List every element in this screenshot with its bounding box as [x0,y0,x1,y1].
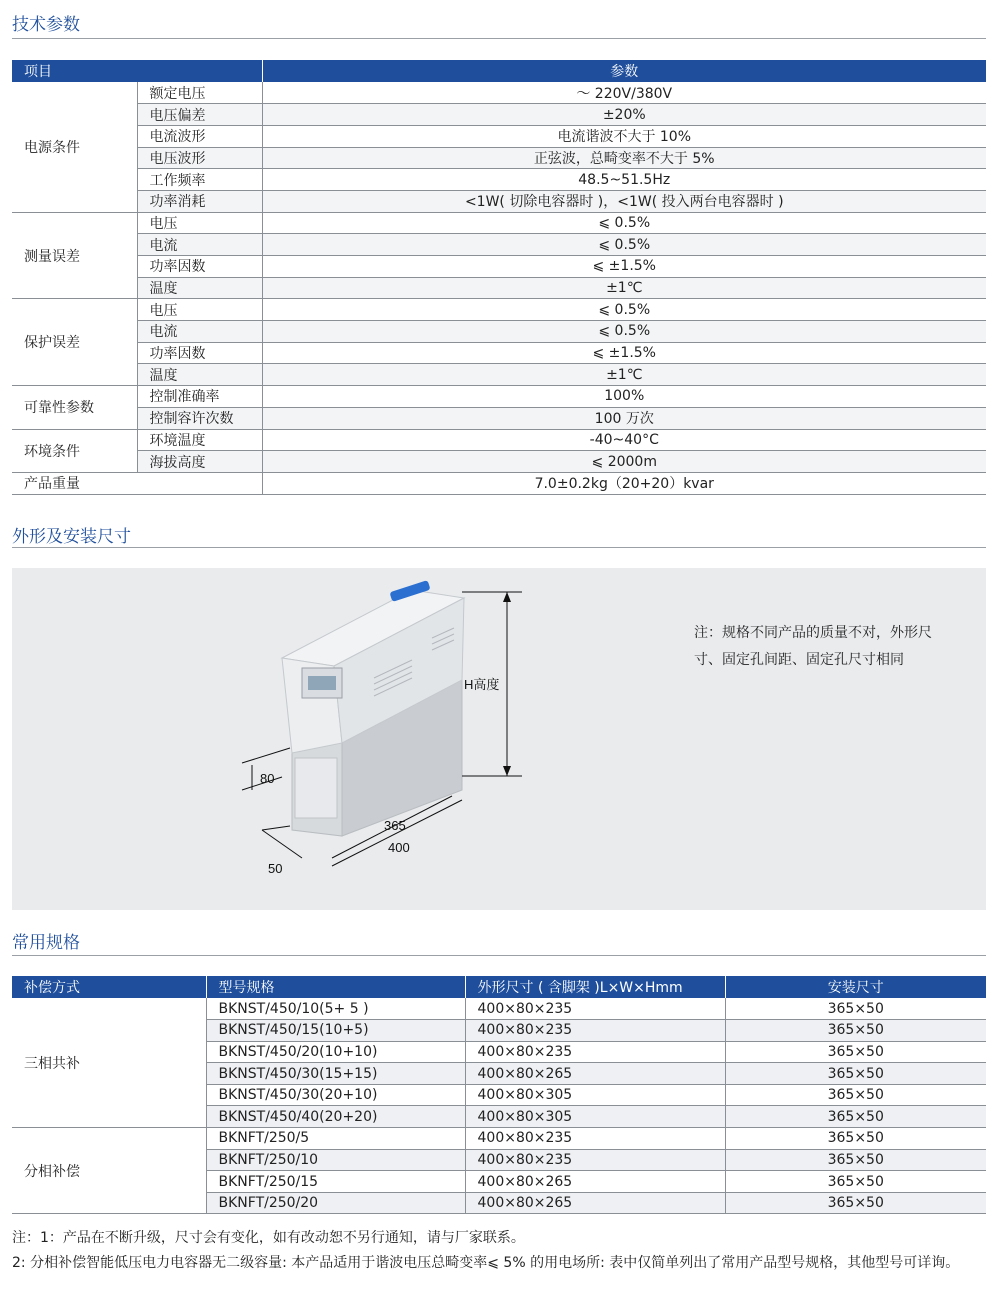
spec-value: 100 万次 [262,407,986,429]
model-mount: 365×50 [725,1128,986,1150]
spec-weight-name: 产品重量 [12,472,262,494]
section-title-dims: 外形及安装尺寸 [12,527,131,547]
spec-item: 电流波形 [137,125,262,147]
spec-item: 温度 [137,277,262,299]
spec-row [12,364,986,386]
spec-group-name: 可靠性参数 [12,386,137,429]
model-name: BKNFT/250/5 [206,1128,465,1150]
spec-item: 功率因数 [137,342,262,364]
spec-item: 工作频率 [137,169,262,191]
spec-header-item: 项目 [12,60,262,82]
figure-note: 注：规格不同产品的质量不对，外形尺寸、固定孔间距、固定孔尺寸相同 [694,625,932,668]
model-name: BKNST/450/20(10+10) [206,1041,465,1063]
model-name: BKNST/450/30(20+10) [206,1084,465,1106]
model-size: 400×80×235 [465,1128,725,1150]
model-header-mount: 安装尺寸 [725,976,986,998]
spec-row [12,190,986,212]
model-name: BKNST/450/15(10+5) [206,1020,465,1042]
spec-value: ⩽ ±1.5% [262,256,986,278]
model-size: 400×80×305 [465,1106,725,1128]
model-size: 400×80×235 [465,1020,725,1042]
spec-item: 控制准确率 [137,386,262,408]
model-mount: 365×50 [725,1106,986,1128]
footnote-2: 2: 分相补偿智能低压电力电容器无二级容量: 本产品适用于谐波电压总畸变率⩽ 5% 的用电场所: 表中仅简单列出了常用产品型号规格，其他型号可详询。 [12,1255,960,1271]
spec-weight-value: 7.0±0.2kg（20+20）kvar [262,472,986,494]
spec-row [12,169,986,191]
arrow-up-icon [503,592,511,602]
spec-item: 控制容许次数 [137,407,262,429]
spec-value: ～ 220V/380V [262,82,986,104]
model-mount: 365×50 [725,1063,986,1085]
section-rule [12,547,986,548]
model-row [12,998,986,1020]
spec-value: ⩽ 0.5% [262,234,986,256]
spec-group-name: 保护误差 [12,299,137,386]
model-group-name: 三相共补 [12,998,206,1128]
spec-value: ⩽ 0.5% [262,321,986,343]
spec-value: ⩽ 2000m [262,451,986,473]
spec-row [12,82,986,104]
spec-item: 海拔高度 [137,451,262,473]
spec-value: ±20% [262,104,986,126]
spec-header-value: 参数 [262,60,986,82]
spec-group-name: 环境条件 [12,429,137,472]
spec-value: 100% [262,386,986,408]
spec-item: 功率消耗 [137,190,262,212]
model-name: BKNST/450/10(5+ 5 ) [206,998,465,1020]
spec-group-name: 测量误差 [12,212,137,299]
spec-value: 电流谐波不大于 10% [262,125,986,147]
spec-row [12,104,986,126]
spec-item: 电压 [137,212,262,234]
model-name: BKNST/450/30(15+15) [206,1063,465,1085]
label-length-365: 365 [384,818,406,833]
spec-group-name: 电源条件 [12,82,137,212]
spec-item: 电流 [137,321,262,343]
model-mount: 365×50 [725,1084,986,1106]
spec-row [12,147,986,169]
model-mount: 365×50 [725,1192,986,1214]
spec-value: ⩽ ±1.5% [262,342,986,364]
model-mount: 365×50 [725,1149,986,1171]
model-mount: 365×50 [725,1041,986,1063]
model-mount: 365×50 [725,1020,986,1042]
spec-value: 48.5~51.5Hz [262,169,986,191]
model-header-model: 型号规格 [206,976,465,998]
model-size: 400×80×235 [465,998,725,1020]
spec-item: 电压 [137,299,262,321]
label-height: H高度 [464,677,500,692]
model-size: 400×80×265 [465,1063,725,1085]
spec-value: ±1℃ [262,364,986,386]
spec-weight-row [12,472,986,494]
label-length-400: 400 [388,840,410,855]
spec-row [12,342,986,364]
spec-value: ⩽ 0.5% [262,212,986,234]
model-name: BKNFT/250/10 [206,1149,465,1171]
spec-row [12,256,986,278]
spec-item: 电流 [137,234,262,256]
model-header-row [12,976,986,998]
model-mount: 365×50 [725,1171,986,1193]
model-row [12,1128,986,1150]
spec-table [12,60,986,495]
spec-item: 电压波形 [137,147,262,169]
spec-value: ⩽ 0.5% [262,299,986,321]
arrow-down-icon [503,766,511,776]
model-size: 400×80×235 [465,1149,725,1171]
model-name: BKNFT/250/15 [206,1171,465,1193]
spec-item: 功率因数 [137,256,262,278]
spec-row [12,212,986,234]
label-width-80: 80 [260,771,275,786]
model-size: 400×80×235 [465,1041,725,1063]
spec-row [12,299,986,321]
spec-row [12,125,986,147]
model-name: BKNST/450/40(20+20) [206,1106,465,1128]
spec-item: 温度 [137,364,262,386]
model-name: BKNFT/250/20 [206,1192,465,1214]
model-group-name: 分相补偿 [12,1128,206,1214]
section-title-tech: 技术参数 [12,15,80,35]
model-size: 400×80×305 [465,1084,725,1106]
label-depth-50: 50 [268,861,283,876]
spec-item: 电压偏差 [137,104,262,126]
lcd-display-icon [308,676,336,690]
spec-row [12,451,986,473]
model-size: 400×80×265 [465,1192,725,1214]
spec-row [12,234,986,256]
spec-value: 正弦波，总畸变率不大于 5% [262,147,986,169]
spec-item: 额定电压 [137,82,262,104]
footnote-1: 注：1：产品在不断升级，尺寸会有变化，如有改动恕不另行通知，请与厂家联系。 [12,1230,525,1246]
model-size: 400×80×265 [465,1171,725,1193]
model-table [12,976,986,1214]
model-header-mode: 补偿方式 [12,976,206,998]
spec-item: 环境温度 [137,429,262,451]
spec-row [12,277,986,299]
spec-row [12,407,986,429]
model-mount: 365×50 [725,998,986,1020]
spec-row [12,321,986,343]
spec-header-row [12,60,986,82]
spec-value: ±1℃ [262,277,986,299]
spec-row [12,429,986,451]
section-rule [12,955,986,956]
product-label-icon [295,758,337,818]
model-header-size: 外形尺寸 ( 含脚架 )L×W×Hmm [465,976,725,998]
section-rule [12,38,986,39]
spec-value: <1W( 切除电容器时 )，<1W( 投入两台电容器时 ) [262,190,986,212]
spec-row [12,386,986,408]
spec-value: -40~40°C [262,429,986,451]
section-title-models: 常用规格 [12,933,80,953]
